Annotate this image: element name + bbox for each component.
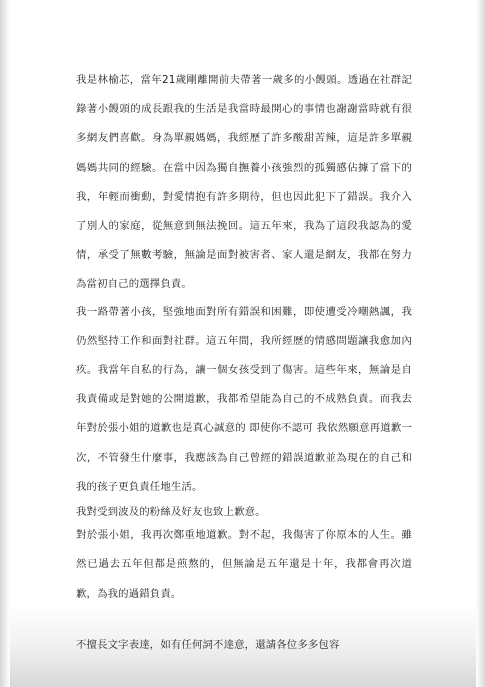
paragraph-apology-victim: 對於張小姐，我再次鄭重地道歉。對不起，我傷害了你原本的人生。雖然已過去五年但都是煎熬的，但無論是五年還是十年，我都會再次道歉，為我的過錯負責。 bbox=[76, 529, 412, 600]
paragraph-reflection: 我一路帶著小孩，堅強地面對所有錯誤和困難，即使遭受冷嘲熱諷，我仍然堅持工作和面對社群。這五年間，我所經歷的情感問題讓我愈加內疚。我當年自私的行為，讓一個女孩受到了傷害。這些年來，無論是自我責備或是對她的公開道歉，我都希望能為自己的不成熟負責。而我去年對於張小姐的道歉也是真心誠意的 即使你不認可 我依然願意再道歉一次，不管發生什麼事，我應該為自己曾經的錯誤道歉並為現在的自己和我的孩子更負責任地生活。 bbox=[76, 305, 412, 493]
page-edge-right bbox=[476, 0, 486, 687]
paragraph-closing: 不擅長文字表達，如有任何詞不達意，還請各位多多包容 bbox=[76, 638, 340, 651]
letter-body bbox=[76, 66, 412, 660]
paragraph-apology-fans: 我對受到波及的粉絲及好友也致上歉意。 bbox=[76, 506, 266, 519]
page-edge-left bbox=[0, 0, 10, 687]
paragraph-introduction: 我是林榆芯，當年21歲剛離開前夫帶著一歲多的小饅頭。透過在社群記錄著小饅頭的成長跟我的生活是我當時最開心的事情也謝謝當時就有很多網友們喜歡。身為單親媽媽，我經歷了許多酸甜苦辣，這是許多單親媽媽共同的經驗。在當中因為獨自撫養小孩強烈的孤獨感佔據了當下的我，年輕而衝動，對愛情抱有許多期待，但也因此犯下了錯誤。我介入了別人的家庭，從無意到無法挽回。這五年來，我為了這段我認為的愛情，承受了無數考驗，無論是面對被害者、家人還是網友，我都在努力為當初自己的選擇負責。 bbox=[76, 74, 412, 291]
